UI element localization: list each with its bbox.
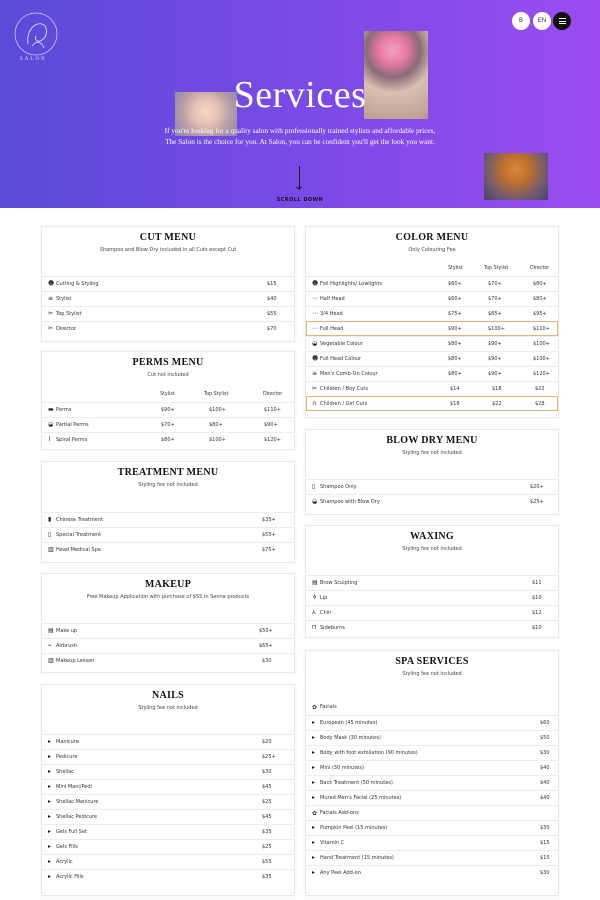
headphones-icon: ∩: [312, 400, 317, 407]
bullet-icon: ▸: [312, 779, 316, 786]
item-price: $80+: [161, 437, 175, 443]
item-price: $35+: [262, 517, 276, 523]
hairdryer-icon: ◒: [48, 421, 54, 428]
item-price: $50: [540, 735, 550, 741]
spa-services-title: SPA SERVICES: [395, 656, 469, 667]
bed-icon: ▬: [48, 406, 54, 413]
color-menu-list: [306, 276, 558, 411]
item-name: Sideburns: [320, 625, 345, 631]
hairdryer-icon: ◒: [312, 498, 318, 505]
bullet-icon: ▸: [312, 869, 316, 876]
item-name: Gels Full Set: [56, 829, 87, 835]
list-item: [306, 730, 558, 745]
head-icon: ☻: [312, 355, 319, 362]
bottles-icon: ▥: [48, 657, 54, 664]
list-item: [306, 620, 558, 635]
facial-icon: ✿: [312, 704, 318, 711]
item-price: $40: [540, 795, 550, 801]
item-price: $90+: [488, 356, 502, 362]
nails-card: [41, 684, 295, 896]
hero-intro-line-2: The Salon is the choice for you. At Salon, you can be confident you'll get the look you want.: [165, 137, 435, 146]
item-price: $60: [540, 720, 550, 726]
head-icon: ☻: [312, 280, 319, 287]
item-price: $30: [262, 769, 272, 775]
bullet-icon: ▸: [48, 813, 52, 820]
item-price: $28: [535, 401, 545, 407]
list-item: [306, 605, 558, 620]
item-price: $80+: [209, 422, 223, 428]
scroll-down-link[interactable]: SCROLL DOWN: [276, 198, 324, 203]
item-name: Airbrush: [56, 643, 78, 649]
column-header-director: Director: [263, 392, 283, 397]
language-en-button[interactable]: EN: [533, 12, 551, 30]
item-price: $18: [492, 386, 502, 392]
item-name: Body with foot exfoliation (90 minutes): [320, 750, 418, 756]
list-item: [42, 306, 294, 321]
list-item: [306, 790, 558, 805]
item-name: Gels Fills: [56, 844, 78, 850]
section-label: Facials Add-ons: [320, 810, 359, 816]
treatment-menu-card: [41, 461, 295, 563]
list-item: [42, 749, 294, 764]
item-price: $95+: [533, 311, 547, 317]
item-price: $40: [540, 765, 550, 771]
cut-menu-list: [42, 276, 294, 336]
item-name: Half Head: [320, 296, 345, 302]
spa-section-facials-add-ons: [306, 805, 558, 820]
bullet-icon: ▸: [48, 858, 52, 865]
item-name: Shampoo Only: [320, 484, 357, 490]
item-price: $60+: [448, 281, 462, 287]
bullet-icon: ▸: [312, 839, 316, 846]
item-price: $11: [532, 580, 542, 586]
list-item: [306, 835, 558, 850]
language-b-button[interactable]: B: [512, 12, 530, 30]
item-name: Acrylic Fills: [56, 874, 84, 880]
item-name: Perms: [56, 407, 72, 413]
head-icon: ☻: [48, 280, 55, 287]
list-item: [306, 351, 558, 366]
hamburger-menu-button[interactable]: [553, 12, 571, 30]
item-price: $50+: [259, 628, 273, 634]
bullet-icon: ▸: [312, 734, 316, 741]
treatment-menu-list: [42, 512, 294, 557]
item-price: $20+: [530, 484, 544, 490]
hairdryer-icon: ◒: [312, 340, 318, 347]
item-name: European (45 minutes): [320, 720, 378, 726]
bullet-icon: ▸: [48, 783, 52, 790]
item-price: $22: [492, 401, 502, 407]
item-name: Pumpkin Peel (15 minutes): [320, 825, 388, 831]
treatment-menu-subtitle: Styling fee not included: [138, 482, 198, 488]
hero-banner: [0, 0, 600, 208]
item-price: $30: [262, 658, 272, 664]
column-header-stylist: Stylist: [448, 266, 463, 271]
item-name: Full Head: [320, 326, 344, 332]
list-item: [42, 734, 294, 749]
item-price: $45: [262, 784, 272, 790]
item-price: $100+: [209, 437, 226, 443]
item-price: $25: [262, 799, 272, 805]
bottle-icon: ⚱: [312, 594, 318, 601]
page-title: Services: [233, 74, 367, 116]
section-label: Facials: [320, 704, 337, 710]
bullet-icon: ▸: [48, 768, 52, 775]
item-name: Head Medical Spa: [56, 547, 101, 553]
scissors-icon: ✂: [48, 310, 54, 317]
item-price: $55: [267, 311, 277, 317]
waxing-list: [306, 575, 558, 635]
item-name: Vegetable Colour: [320, 341, 363, 347]
spa-services-card: [305, 650, 559, 896]
item-price: $100+: [488, 326, 505, 332]
list-item: [42, 779, 294, 794]
item-name: Special Treatment: [56, 532, 102, 538]
item-price: $100+: [533, 356, 550, 362]
item-name: Manicure: [56, 739, 79, 745]
list-item: [306, 865, 558, 880]
menu-line-icon: [559, 23, 566, 24]
item-price: $20: [262, 739, 272, 745]
list-item: [306, 291, 558, 306]
item-price: $70+: [488, 296, 502, 302]
color-menu-subtitle: Only Colouring Fee: [408, 247, 456, 253]
bullet-icon: ▸: [48, 798, 52, 805]
item-name: Children / Boy Cuts: [320, 386, 368, 392]
item-price: $60+: [448, 296, 462, 302]
list-item: [42, 809, 294, 824]
item-price: $40: [267, 296, 277, 302]
perms-menu-title: PERMS MENU: [132, 357, 204, 368]
nails-list: [42, 734, 294, 884]
item-name: Any Peel Add-on: [320, 870, 361, 876]
cut-menu-title: CUT MENU: [139, 232, 197, 243]
menu-line-icon: [559, 18, 566, 19]
item-price: $30: [540, 870, 550, 876]
item-price: $45: [262, 814, 272, 820]
list-item: [42, 402, 294, 417]
item-price: $15: [267, 281, 277, 287]
list-item: [306, 494, 558, 509]
list-item: [306, 850, 558, 865]
list-item: [42, 527, 294, 542]
bullet-icon: ▸: [48, 843, 52, 850]
list-item: [306, 745, 558, 760]
facial-icon: ✿: [312, 810, 318, 817]
column-header-top-stylist: Top Stylist: [204, 392, 229, 397]
dots-icon: ⋯: [312, 325, 318, 332]
item-price: $18: [450, 401, 460, 407]
list-item: [42, 653, 294, 668]
item-price: $25+: [530, 499, 544, 505]
hero-photo-model-1: [39, 0, 101, 32]
list-item: [306, 479, 558, 494]
item-name: Hand Treatment (15 minutes): [320, 855, 394, 861]
item-name: Children / Girl Cuts: [320, 401, 368, 407]
scissors-icon: ✂: [48, 325, 54, 332]
makeup-kit-icon: ▤: [312, 579, 318, 586]
item-name: Makeup Lesson: [56, 658, 95, 664]
item-price: $40: [540, 780, 550, 786]
item-name: 3/4 Head: [320, 311, 343, 317]
dots-icon: ⋯: [312, 310, 318, 317]
blow-dry-menu-title: BLOW DRY MENU: [386, 435, 478, 446]
waxing-subtitle: Styling fee not included: [402, 546, 462, 552]
bullet-icon: ▸: [312, 719, 316, 726]
perms-menu-subtitle: Cut not included: [147, 372, 189, 378]
item-price: $65+: [259, 643, 273, 649]
item-price: $100+: [209, 407, 226, 413]
brush-icon: ⌇: [48, 436, 51, 443]
spray-icon: ▯: [48, 531, 52, 538]
nails-title: NAILS: [151, 690, 185, 701]
nail-polish-icon: ▮: [48, 516, 52, 523]
bullet-icon: ▸: [48, 873, 52, 880]
list-item: [42, 321, 294, 336]
list-item-highlighted: [306, 396, 558, 411]
list-item-highlighted: [306, 321, 558, 336]
bullet-icon: ▸: [312, 764, 316, 771]
item-name: Mini (30 minutes): [320, 765, 364, 771]
item-price: $55: [262, 859, 272, 865]
item-price: $30: [540, 825, 550, 831]
logo-wordmark: SALON: [20, 57, 47, 62]
item-price: $25+: [262, 754, 276, 760]
waxing-title: WAXING: [409, 531, 455, 542]
list-item: [306, 590, 558, 605]
nails-subtitle: Styling fee not included: [138, 705, 198, 711]
item-price: $85+: [488, 311, 502, 317]
airbrush-icon: ⌁: [48, 642, 52, 649]
bottles-icon: ▥: [48, 546, 54, 553]
comb-icon: ≡: [48, 295, 54, 302]
treatment-menu-title: TREATMENT MENU: [117, 467, 219, 478]
column-header-director: Director: [530, 266, 550, 271]
hero-intro-text: [120, 125, 480, 147]
list-item: [42, 276, 294, 291]
item-name: Chinese Treatment: [56, 517, 104, 523]
color-menu-title: COLOR MENU: [395, 232, 469, 243]
item-price: $25: [262, 844, 272, 850]
spa-services-subtitle: Styling fee not included: [402, 671, 462, 677]
item-name: Shellac Manicure: [56, 799, 99, 805]
item-price: $35: [262, 829, 272, 835]
item-price: $75+: [448, 311, 462, 317]
bullet-icon: ▸: [312, 749, 316, 756]
makeup-list: [42, 623, 294, 668]
chair-icon: ⊓: [312, 624, 317, 631]
list-item: [42, 291, 294, 306]
list-item: [42, 839, 294, 854]
list-item: [42, 512, 294, 527]
scroll-down-arrow-icon[interactable]: [299, 166, 300, 188]
perms-menu-card: [41, 351, 295, 450]
item-price: $70: [267, 326, 277, 332]
list-item: [42, 542, 294, 557]
item-price: $80+: [533, 296, 547, 302]
cut-menu-card: [41, 226, 295, 342]
list-item: [306, 575, 558, 590]
item-price: $55+: [262, 532, 276, 538]
item-price: $90+: [161, 407, 175, 413]
shampoo-icon: ▯: [312, 483, 316, 490]
item-price: $90+: [264, 422, 278, 428]
item-price: $120+: [533, 371, 550, 377]
comb-icon: ≡: [312, 370, 318, 377]
blow-dry-menu-list: [306, 479, 558, 509]
list-item: [306, 715, 558, 730]
dots-icon: ⋯: [312, 295, 318, 302]
item-name: Stylist: [56, 296, 72, 302]
item-name: Chin: [320, 610, 332, 616]
list-item: [306, 336, 558, 351]
item-price: $110+: [264, 407, 281, 413]
list-item: [42, 794, 294, 809]
hero-intro-line-1: If you're looking for a quality salon with professionally trained stylists and affordable prices,: [164, 126, 436, 135]
item-name: Men's Comb-On Colour: [320, 371, 378, 377]
perms-menu-list: [42, 402, 294, 447]
bullet-icon: ▸: [312, 854, 316, 861]
item-name: Body Mask (30 minutes): [320, 735, 381, 741]
spa-section-facials: [306, 700, 558, 715]
list-item: [306, 381, 558, 396]
item-name: Shellac Pedicure: [56, 814, 98, 820]
item-price: $110+: [533, 326, 550, 332]
item-name: Shampoo with Blow Dry: [320, 499, 380, 505]
spa-services-list: [306, 700, 558, 880]
list-item: [306, 820, 558, 835]
item-price: $22: [535, 386, 545, 392]
item-name: Cutting & Styling: [56, 281, 99, 287]
list-item: [42, 764, 294, 779]
item-price: $30: [540, 750, 550, 756]
cut-menu-subtitle: Shampoo and Blow Dry included in all Cuts except Cut: [99, 247, 237, 253]
menu-line-icon: [559, 21, 566, 22]
item-price: $14: [450, 386, 460, 392]
item-price: $10: [532, 625, 542, 631]
list-item: [42, 854, 294, 869]
list-item: [42, 824, 294, 839]
column-header-stylist: Stylist: [160, 392, 175, 397]
tree-icon: ⅄: [312, 609, 316, 616]
blow-dry-menu-subtitle: Styling fee not included: [402, 450, 462, 456]
list-item: [306, 366, 558, 381]
list-item: [42, 623, 294, 638]
item-price: $80+: [448, 371, 462, 377]
item-price: $80+: [533, 281, 547, 287]
item-name: Foil Highlights/ Lowlights: [320, 281, 383, 287]
item-price: $90+: [448, 326, 462, 332]
scissors-icon: ✂: [312, 385, 318, 392]
item-name: Vitamin C: [320, 840, 345, 846]
item-name: Acrylic: [56, 859, 73, 865]
item-name: Partial Perms: [56, 422, 89, 428]
item-price: $75+: [262, 547, 276, 553]
column-header-top-stylist: Top Stylist: [484, 266, 509, 271]
item-price: $70+: [161, 422, 175, 428]
item-price: $90+: [488, 371, 502, 377]
item-name: Spiral Perms: [56, 437, 88, 443]
list-item: [306, 775, 558, 790]
makeup-subtitle: Free Makeup Application with purchase of $55 in Senna products: [86, 594, 250, 600]
item-price: $15: [540, 840, 550, 846]
list-item: [42, 432, 294, 447]
bullet-icon: ▸: [312, 824, 316, 831]
item-price: $120+: [264, 437, 281, 443]
bullet-icon: ▸: [312, 794, 316, 801]
bullet-icon: ▸: [48, 828, 52, 835]
item-name: Director: [56, 326, 77, 332]
blow-dry-menu-card: [305, 429, 559, 515]
list-item: [306, 760, 558, 775]
list-item: [306, 306, 558, 321]
bullet-icon: ▸: [48, 753, 52, 760]
makeup-card: [41, 573, 295, 673]
item-name: Mini Mani/Pedi: [56, 784, 92, 790]
item-price: $90+: [488, 341, 502, 347]
item-name: Brow Sculpting: [320, 580, 358, 586]
item-name: Back Treatment (50 minutes): [320, 780, 393, 786]
waxing-card: [305, 525, 559, 638]
item-price: $100+: [533, 341, 550, 347]
hero-photo-model-4: [484, 153, 548, 200]
item-price: $70+: [488, 281, 502, 287]
item-price: $10: [532, 595, 542, 601]
item-name: Top Stylist: [56, 311, 82, 317]
list-item: [42, 638, 294, 653]
bullet-icon: ▸: [48, 738, 52, 745]
item-name: Shellac: [56, 769, 75, 775]
makeup-kit-icon: ▤: [48, 627, 54, 634]
list-item: [42, 869, 294, 884]
item-price: $12: [532, 610, 542, 616]
item-price: $15: [540, 855, 550, 861]
item-name: Full Head Colour: [320, 356, 362, 362]
item-price: $80+: [448, 341, 462, 347]
item-name: Murad Men's Facial (25 minutes): [320, 795, 402, 801]
list-item: [42, 417, 294, 432]
item-name: Make up: [56, 628, 78, 634]
makeup-title: MAKEUP: [144, 579, 192, 590]
item-name: Lip: [320, 595, 328, 601]
list-item: [306, 276, 558, 291]
color-menu-card: [305, 226, 559, 418]
item-price: $35: [262, 874, 272, 880]
item-price: $80+: [448, 356, 462, 362]
item-name: Pedicure: [56, 754, 78, 760]
